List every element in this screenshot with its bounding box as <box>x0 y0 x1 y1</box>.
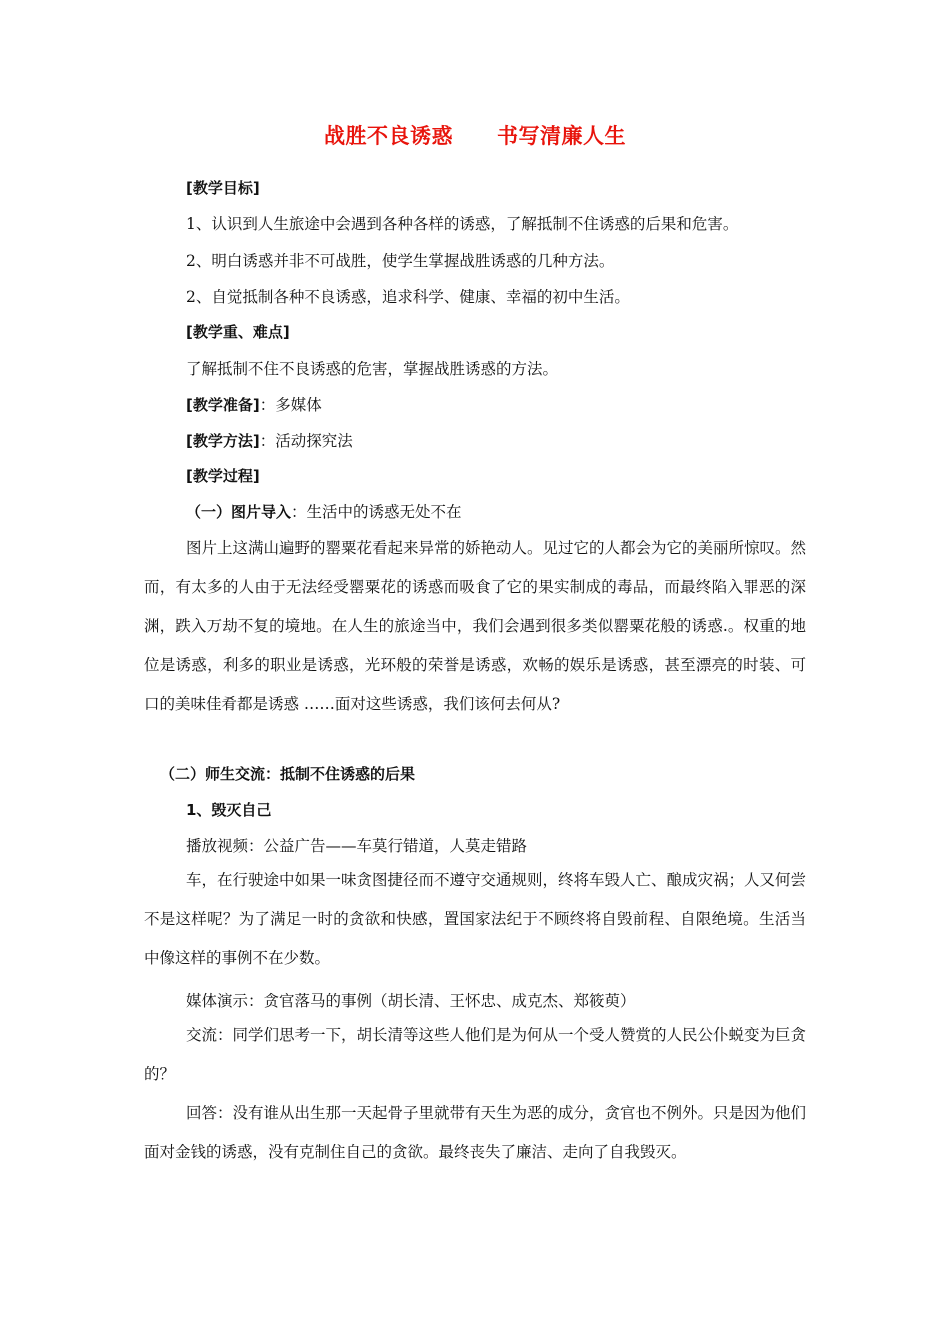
part2-sub1-heading: 1、毁灭自己 <box>186 801 272 819</box>
part1-line <box>186 500 462 522</box>
method-heading: [教学方法] <box>186 432 260 450</box>
media-line: 媒体演示：贪官落马的事例（胡长清、王怀忠、成克杰、郑筱萸） <box>186 992 636 1010</box>
title-part-1: 战胜不良诱惑 <box>324 124 453 148</box>
exchange-paragraph: 交流：同学们思考一下，胡长清等这些人他们是为何从一个受人赞赏的人民公仆蜕变为巨贪的？ <box>144 1026 807 1083</box>
key-points-text: 了解抵制不住不良诱惑的危害，掌握战胜诱惑的方法。 <box>186 360 559 378</box>
preparation-text: ：多媒体 <box>259 396 322 414</box>
part1-text: ：生活中的诱惑无处不在 <box>291 503 462 521</box>
video-line: 播放视频：公益广告——车莫行错道，人莫走错路 <box>186 837 528 855</box>
part2-paragraph-1: 车，在行驶途中如果一味贪图捷径而不遵守交通规则，终将车毁人亡、酿成灾祸；人又何尝不是这样呢？为了满足一时的贪欲和快感，置国家法纪于不顾终将自毁前程、自限绝境。生活当中像这样的事例不在少数。 <box>144 871 807 967</box>
part1-paragraph: 图片上这满山遍野的罂粟花看起来异常的娇艳动人。见过它的人都会为它的美丽所惊叹。然而，有太多的人由于无法经受罂粟花的诱惑而吸食了它的果实制成的毒品，而最终陷入罪恶的深渊，跌入万劫不复的境地。在人生的旅途当中，我们会遇到很多类似罂粟花般的诱惑.。权重的地位是诱惑，利多的职业是诱惑，光环般的荣誉是诱惑，欢畅的娱乐是诱惑，甚至漂亮的时装、可口的美味佳肴都是诱惑 ……面对这些诱惑，我们该何去何从? <box>144 539 807 713</box>
page-title <box>0 120 950 150</box>
part1-label: （一）图片导入 <box>186 503 292 521</box>
method-text: ：活动探究法 <box>259 432 353 450</box>
objectives-heading: [教学目标] <box>186 179 260 197</box>
method-line <box>186 429 353 451</box>
objective-item-3: 2、自觉抵制各种不良诱惑，追求科学、健康、幸福的初中生活。 <box>186 288 630 306</box>
title-part-2: 书写清廉人生 <box>497 124 626 148</box>
key-points-heading: [教学重、难点] <box>186 323 290 341</box>
process-heading: [教学过程] <box>186 467 260 485</box>
answer-paragraph: 回答：没有谁从出生那一天起骨子里就带有天生为恶的成分，贪官也不例外。只是因为他们面对金钱的诱惑，没有克制住自己的贪欲。最终丧失了廉洁、走向了自我毁灭。 <box>144 1104 807 1161</box>
part2-heading: （二）师生交流：抵制不住诱惑的后果 <box>160 765 416 783</box>
objective-item-1: 1、认识到人生旅途中会遇到各种各样的诱惑，了解抵制不住诱惑的后果和危害。 <box>186 215 739 233</box>
preparation-line <box>186 393 322 415</box>
preparation-heading: [教学准备] <box>186 396 260 414</box>
objective-item-2: 2、明白诱惑并非不可战胜，使学生掌握战胜诱惑的几种方法。 <box>186 252 615 270</box>
